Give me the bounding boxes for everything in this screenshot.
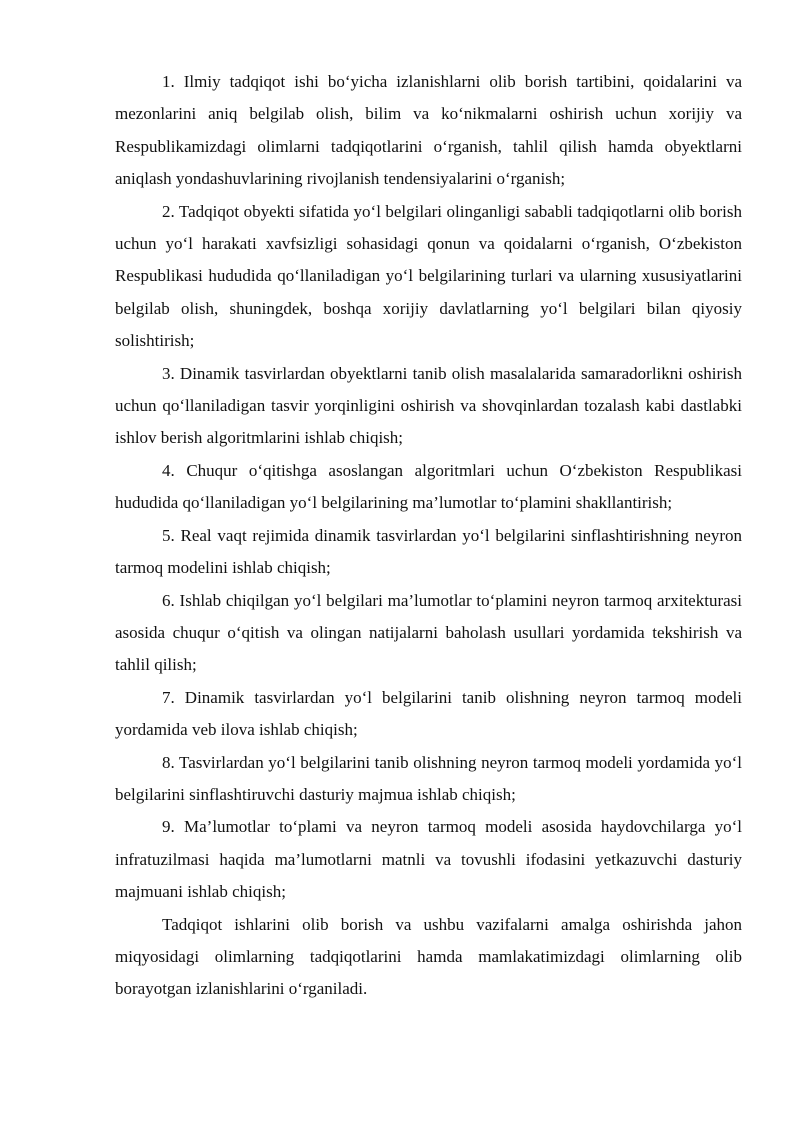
paragraph-task-1: 1. Ilmiy tadqiqot ishi bo‘yicha izlanishlarni olib borish tartibini, qoidalarini va mezonlarini aniq belgilab olish, bilim va ko‘nikmalarni oshirish uchun xorijiy va Respublikamizdagi olimlarni tadqiqotlarini o‘rganish, tahlil qilish hamda obyektlarni aniqlash yondashuvlarining rivojlanish tendensiyalarini o‘rganish; bbox=[115, 72, 742, 189]
paragraph-conclusion: Tadqiqot ishlarini olib borish va ushbu vazifalarni amalga oshirishda jahon miqyosidagi olimlarning tadqiqotlarini hamda mamlakatimizdagi olimlarning olib borayotgan izlanishlarini o‘rganiladi. bbox=[115, 914, 742, 999]
document-body bbox=[115, 66, 742, 1006]
paragraph-task-4: 4. Chuqur o‘qitishga asoslangan algoritmlari uchun O‘zbekiston Respublikasi hududida qo‘llaniladigan yo‘l belgilarining ma’lumotlar to‘plamini shakllantirish; bbox=[115, 460, 742, 513]
paragraph-task-6: 6. Ishlab chiqilgan yo‘l belgilari ma’lumotlar to‘plamini neyron tarmoq arxitekturasi asosida chuqur o‘qitish va olingan natijalarni baholash usullari yordamida tekshirish va tahlil qilish; bbox=[115, 590, 742, 675]
paragraph-task-9: 9. Ma’lumotlar to‘plami va neyron tarmoq modeli asosida haydovchilarga yo‘l infratuzilmasi haqida ma’lumotlarni matnli va tovushli ifodasini yetkazuvchi dasturiy majmuani ishlab chiqish; bbox=[115, 817, 742, 902]
paragraph-task-8: 8. Tasvirlardan yo‘l belgilarini tanib olishning neyron tarmoq modeli yordamida yo‘l belgilarini sinflashtiruvchi dasturiy majmua ishlab chiqish; bbox=[115, 752, 742, 804]
paragraph-task-3: 3. Dinamik tasvirlardan obyektlarni tanib olish masalalarida samaradorlikni oshirish uchun qo‘llaniladigan tasvir yorqinligini oshirish va shovqinlardan tozalash kabi dastlabki ishlov berish algoritmlarini ishlab chiqish; bbox=[115, 363, 742, 448]
paragraph-task-2: 2. Tadqiqot obyekti sifatida yo‘l belgilari olinganligi sababli tadqiqotlarni olib borish uchun yo‘l harakati xavfsizligi sohasidagi qonun va qoidalarni o‘rganish, O‘zbekiston Respublikasi hududida qo‘llaniladigan yo‘l belgilarining turlari va ularning xususiyatlarini belgilab olish, shuningdek, boshqa xorijiy davlatlarning yo‘l belgilari bilan qiyosiy solishtirish; bbox=[115, 201, 742, 351]
paragraph-task-7: 7. Dinamik tasvirlardan yo‘l belgilarini tanib olishning neyron tarmoq modeli yordamida veb ilova ishlab chiqish; bbox=[115, 687, 742, 740]
paragraph-task-5: 5. Real vaqt rejimida dinamik tasvirlardan yo‘l belgilarini sinflashtirishning neyron tarmoq modelini ishlab chiqish; bbox=[115, 525, 742, 578]
